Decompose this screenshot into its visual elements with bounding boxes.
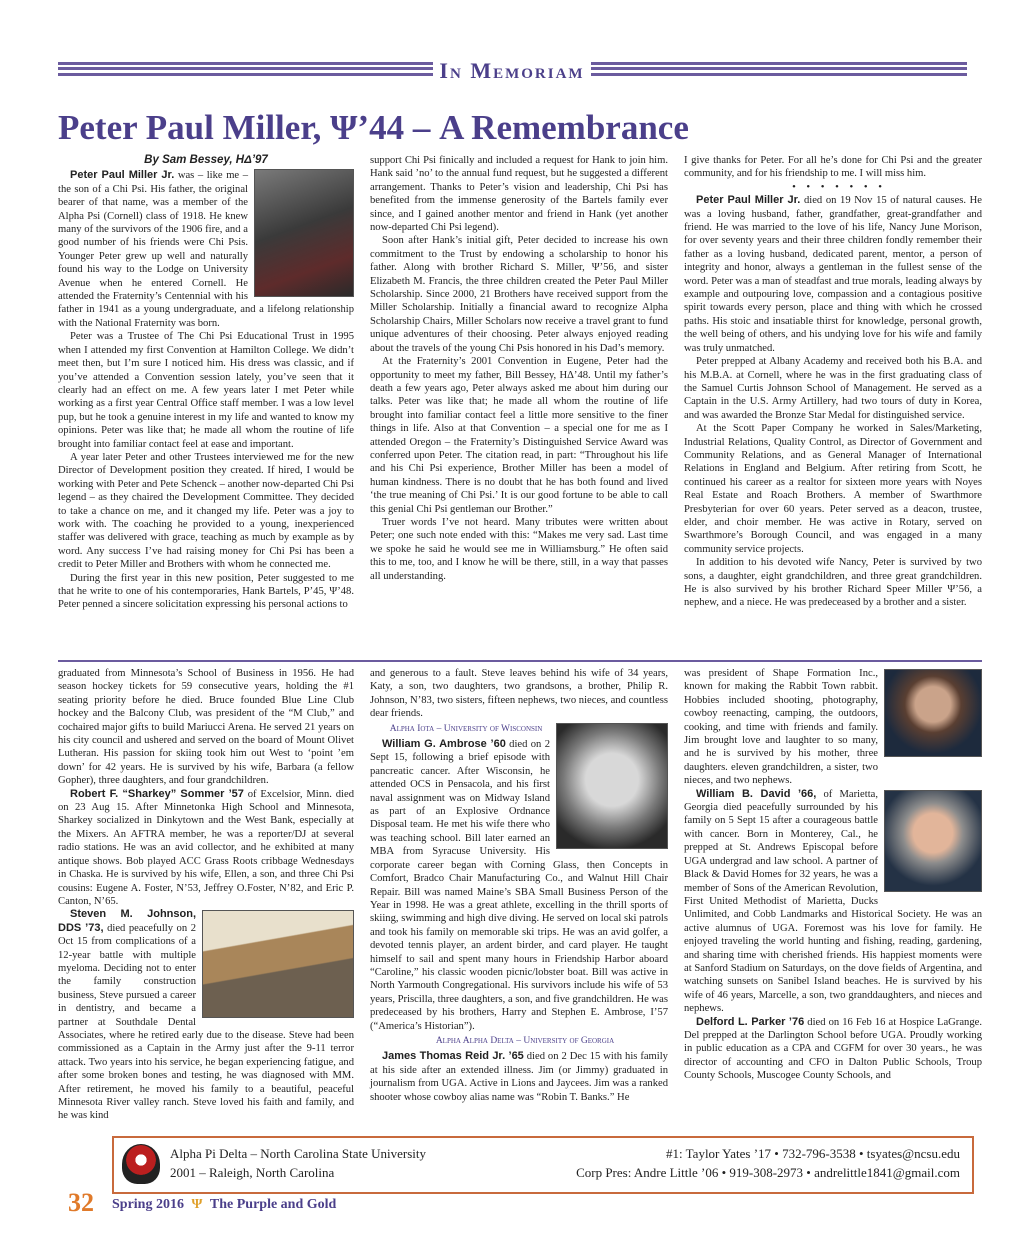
article-col1-paragraph <box>58 330 354 451</box>
obit-column-2 <box>370 667 668 1127</box>
chapter-name: Alpha Pi Delta – North Carolina State University <box>170 1146 426 1161</box>
paragraph-text: and generous to a fault. Steve leaves behind his wife of 34 years, Katy, a son, two daughters, two grandsons, a brother, Philip R. Johnson, N’83, two sisters, fifteen nephews, two nieces, and countless dear friends. <box>370 668 668 720</box>
obituary-name: William G. Ambrose ’60 <box>382 738 506 751</box>
article-col3-paragraph <box>684 422 982 556</box>
issue-line <box>112 1197 336 1213</box>
psi-icon: Ψ <box>191 1197 203 1212</box>
article-col3-paragraph <box>684 556 982 610</box>
paragraph-text: support Chi Psi finically and included a request for Hank to join him. Hank said ’no’ to the annual fund request, but he suggested a different arrangement. Thanks to Peter’s vision and leadership, Chi Psi has benefited from the immense generosity of the Bartels family ever since, and I gained another mentor and friend in Hank (yet another now-departed Chi Psi legend). <box>370 155 668 234</box>
paragraph-text: died on 19 Nov 15 of natural causes. He was a loving husband, father, grandfather, great-grandfather and friend. He was married to the love of his life, Nancy June Morison, for over seventy years and their three children fondly remember their father as a loving husband, dedicated parent, mentor, a person of integrity and honor, always a gentleman in the fullest sense of the word. Peter was a man of steadfast and true morals, leading always by example and outpouring love, compassion and a contagious positive spirit towards every person, place and thing with which he crossed paths. His stoic and insatiable thirst for knowledge, personal growth, the well being of others, and his undying love for his wife and family was truly unmatched. <box>684 195 982 354</box>
lower-col1-paragraph <box>58 788 354 909</box>
headline: Peter Paul Miller, Ψ’44 – A Remembrance <box>58 108 689 147</box>
article-col1-paragraph <box>58 451 354 572</box>
publication-name: The Purple and Gold <box>209 1197 337 1212</box>
lower-col1-paragraph <box>58 667 354 788</box>
byline: By Sam Bessey, HΔ’97 <box>144 154 268 166</box>
photo-william-david <box>884 790 982 892</box>
article-col2-paragraph <box>370 154 668 234</box>
obituary-name: Steven M. Johnson, DDS ’73, <box>58 908 196 934</box>
paragraph-text: During the first year in this new position, Peter suggested to me that he write to one of his contemporaries, Hank Bartels, P’45, Ψ’48. Peter penned a sincere solicitation expressing his personal actions to <box>58 572 354 611</box>
article-col3-paragraph <box>684 355 982 422</box>
paragraph-text: In addition to his devoted wife Nancy, Peter is survived by two sons, a daughter, eight grandchildren, and three great grandchildren. He is also survived by his brother Richard Speer Miller Ψ’56, a nephew, and a niece. He was predeceased by a brother and a sister. <box>684 557 982 609</box>
paragraph-text: died on 16 Feb 16 at Hospice LaGrange. Del prepped at the Darlington School before UGA. Proudly working in public education as a CPA and CGFM for over 30 years., he was director of accounting and CFO in Dalton Public Schools, Troup County Schools, Muscogee County Schools, and <box>684 1016 982 1082</box>
paragraph-text: was – like me – the son of a Chi Psi. His father, the original bearer of that name, was a member of the Alpha Psi (Cornell) class of 1918. He knew many of the survivors of the 1906 fire, and a good number of his friends were Chi Psis. Younger Peter grew up well and naturally found his way to the Lodge on University Avenue when he entered Cornell. He attended the Fraternity’s Centennial with his father in 1941 as a young undergraduate, and a lifelong relationship with the National Fraternity was born. <box>58 170 354 329</box>
issue-date: Spring 2016 <box>112 1197 184 1212</box>
paragraph-text: died peacefully on 2 Oct 15 from complications of a 12-year battle with multiple myeloma. Deciding not to enter the family construction business, Steve pursued a career in dentistry, and became a partner at Southdale Dental Associates, where he retired early due to the disease. Steve had been commissioned as a Captain in the Army just after the 9-11 terror attack. Two years into his service, he began experiencing fatigue, and after some broken bones and testing, he was diagnosed with MM. After retirement, he moved his family to a beautiful, peaceful Minnesota River valley ranch. Steve loved his faith and family, and he was kind <box>58 922 354 1122</box>
separator-dots: • • • • • • • <box>792 181 886 193</box>
paragraph-text: Peter was a Trustee of The Chi Psi Educational Trust in 1995 when I attended my first Convention at Hamilton College. We didn’t meet then, but I’m sure I noticed him. His dress was classic, and if you’ve attended a Convention session lately, you’ve seen that it clearly had an effect on me. A few years later I met Peter while working as a first year Central Office staff member. I was a low level pup, but he took a genuine interest in my life and wanted to know my opinions. Peter was like that; he made all whom the routine of life brought into familiar contact feel at ease and important. <box>58 331 354 450</box>
article-column-2 <box>370 154 668 650</box>
chapter-founded: 2001 – Raleigh, North Carolina <box>170 1165 335 1180</box>
contact-corp-president: Corp Pres: Andre Little ’06 • 919-308-2973 • andrelittle1841@gmail.com <box>576 1165 960 1180</box>
article-column-3 <box>684 154 982 650</box>
photo-peter-miller <box>254 169 354 297</box>
article-col2-paragraph <box>370 234 668 355</box>
paragraph-text: At the Fraternity’s 2001 Convention in Eugene, Peter had the opportunity to meet my father, Bill Bessey, HΔ’48. Until my father’s death a few years ago, Peter always asked me about him during our talks. Peter was like that; he made all whom the routine of life brought into familiar contact feel a little more sensitive to the finer things in life. Also at that Convention – a special one for me as I attended Oregon – the Fraternity’s Distinguished Service Award was conferred upon Peter. The citation read, in part: “Throughout his life and his Chi Psi experience, Brother Miller has been a model of human kindness. There is no doubt that he has both found and lived ‘the true meaning of Chi Psi.’ It is our good fortune to be able to call this genial Chi Psi gentleman our Brother.” <box>370 356 668 515</box>
photo-steven-johnson <box>202 910 354 1018</box>
obituary-name: Peter Paul Miller Jr. <box>70 169 175 182</box>
section-title: In Memoriam <box>0 58 1024 84</box>
obituary-name: James Thomas Reid Jr. ’65 <box>382 1050 524 1063</box>
paragraph-text: of Excelsior, Minn. died on 23 Aug 15. After Minnetonka High School and Minnesota, Sharkey socialized in Dinkytown and the West Bank, especially at the Mixers. An AFTRA member, he was a reporter/DJ at several radio stations. He was an avid collector, and he exhibited at many antique shows. Bob played ACC Grass Roots cribbage Wednesdays in Chaska. He is survived by his wife, Ellen, a son, and three Chi Psi cousins: Eugene A. Foster, N’53, Jeffrey O.Foster, N’82, and Eric P. Canton, N’65. <box>58 788 354 907</box>
paragraph-text: died on 2 Sept 15, following a brief episode with pancreatic cancer. After Wisconsin, he attended OCS in Pensacola, and his first naval assignment was on Midway Island as part of an Explosive Ordnance Disposal team. He met his wife there who was teaching school. Bill later earned an MBA from Syracuse University. His corporate career began with Corning Glass, then Concepts in Comfort, Bradco Chair Manufacturing Co., and Walnut Hill Chair Repair. Bill was named Maine’s SBA Small Business Person of the Year in 1998. He was a great athlete, excelling in the thrill sports of skiing, swimming and high dive diving. He served on local ski patrols and took his family on memorable ski trips. He was an avid golfer, a devoted tennis player, an ardent birder, and card player. He taught himself to sail and spent many hours in Friendship Harbor aboard “Caroline,” his classic wooden picnic/lobster boat. Bill was active in North Yarmouth Congregational. His survivors include his wife of 53 years, Priscilla, three daughters, a son, and five grandchildren. He was predeceased by his brothers, Harry and Stephen E. Ambrose, I’57 (“America’s Historian”). <box>370 739 668 1032</box>
paragraph-text: died on 2 Dec 15 with his family at his side after an extended illness. Jim (or Jimmy) graduated in journalism from UGA. Active in Lions and Jaycees. Jim was a ranked shooter whose cowboy alias name was “Robin T. Banks.” He <box>370 1051 668 1103</box>
wolf-mascot-icon <box>122 1144 160 1184</box>
photo-william-ambrose <box>556 723 668 849</box>
paragraph-text: graduated from Minnesota’s School of Business in 1956. He had season hockey tickets for 59 consecutive years, holding the #1 seating priority before he died. Bruce founded Blue Line Club hockey and the Balcony Club, was president of the “M Club,” and cochaired major gifts to build Mariucci Arena. He served 21 years on his city council and ushered and served on the board of Mount Olivet Lutheran. His passion for skiing took him out West to ‘point ’em down’ for 42 years. He is survived by his wife, Barbara (a fellow Gopher), three daughters, and four grandchildren. <box>58 668 354 787</box>
paragraph-text: Soon after Hank’s initial gift, Peter decided to increase his own commitment to the Trust by endowing a scholarship to honor his father. Along with brother Richard S. Miller, Ψ’56, and sister Elizabeth M. Francis, the three children created the Peter Paul Miller Scholarship. Since 2000, 21 Brothers have received support from the Miller Scholarship. Initially a financial award to recognize Alpha Scholarship Chairs, Miller Scholars now receive a travel grant to fund unique adventures of their choosing. Peter always enjoyed reading about the travels of the young Chi Psis honored in his Dad’s memory. <box>370 235 668 354</box>
contact-president: #1: Taylor Yates ’17 • 732-796-3538 • tsyates@ncsu.edu <box>666 1146 960 1161</box>
section-divider <box>58 660 982 662</box>
obituary-name: William B. David ’66, <box>696 787 817 800</box>
page-number: 32 <box>68 1188 94 1217</box>
lower-col2-paragraph <box>370 667 668 721</box>
chapter-heading: Alpha Alpha Delta – University of Georgia <box>435 1035 615 1046</box>
chapter-contact-box <box>112 1136 974 1194</box>
article-col3-paragraph <box>684 154 982 181</box>
obit-column-3 <box>684 667 982 1127</box>
lower-col3-paragraph <box>684 1016 982 1083</box>
article-col2-paragraph <box>370 516 668 583</box>
paragraph-text: Truer words I’ve not heard. Many tributes were written about Peter; one such note ended with this: “Makes me very sad. Last time we spoke he said he would see me in Williamsburg.” He often said this to me, too, and I know he will be there, still, in a way that passes all understanding. <box>370 516 668 582</box>
paragraph-text: A year later Peter and other Trustees interviewed me for the new Director of Development position they created. If hired, I would be working with Peter and Pete Schenck – another now-departed Chi Psi legend – as they chaired the Development Committee. They decided to take a chance on me, and it changed my life. Peter was a joy to work with. The coaching he provided to a young, inexperienced staffer was delivered with grace, teaching as much by example as by word. Any success I’ve had raising money for Chi Psi has been a credit to Peter Miller and Brothers with whom he connected me. <box>58 451 354 571</box>
obituary-name: Peter Paul Miller Jr. <box>696 194 801 207</box>
article-col2-paragraph <box>370 355 668 516</box>
lower-col2-paragraph <box>370 1050 668 1104</box>
photo-jim-reid <box>884 669 982 757</box>
article-column-1 <box>58 154 354 650</box>
paragraph-text: Peter prepped at Albany Academy and received both his B.A. and his M.B.A. at Cornell, where he was in the first graduating class of the Samuel Curtis Johnson School of Management. He served as a Captain in the U.S. Army Artillery, had two tours of duty in Korea, and was awarded the Bronze Star Medal for distinguished service. <box>684 356 982 421</box>
article-col3-paragraph <box>684 194 982 355</box>
paragraph-text: I give thanks for Peter. For all he’s done for Chi Psi and the greater community, and for his friendship to me. I will miss him. <box>684 155 982 180</box>
paragraph-text: was president of Shape Formation Inc., known for making the Rabbit Town rabbit. Hobbies included shooting, photography, cowboy reenacting, camping, the outdoors, cooking, and time with friends and family. Jim brought love and laughter to so many, and he is survived by his mother, three daughters. eleven grandchildren, a sister, two nieces, and two nephews. <box>684 668 878 787</box>
paragraph-text: of Marietta, Georgia died peacefully surrounded by his family on 5 Sept 15 after a courageous battle with cancer. Born in Monterey, Cal., he prepped at St. Andrews Episcopal before UGA undergrad and law school. A partner of Black & David Homes for 32 years, he was a member of Sons of the American Revolution, First United Methodist of Marietta, Ducks Unlimited, and Cobb Landmarks and Historical Society. He was an active alumnus of UGA. Foremost was his love for family. He enjoyed traveling the world hunting and fishing, reading, gardening, and sharing time with cherished friends. His happiest moments were at Sanford Stadium on Saturdays, on the dove fields of Argentina, and watching sunsets on Sanibel Island beaches. He is survived by his wife of 46 years, Marcelle, a son, two granddaughters, and nieces and nephews. <box>684 788 982 1015</box>
article-col1-paragraph <box>58 572 354 612</box>
chapter-heading: Alpha Iota – University of Wisconsin <box>389 723 543 734</box>
obituary-name: Robert F. “Sharkey” Sommer ’57 <box>70 787 244 800</box>
paragraph-text: At the Scott Paper Company he worked in Sales/Marketing, Industrial Relations, Quality Control, as Director of Government and Community Relations, and as General Manager of International Relations in England and Belgium. After retiring from Scott, he continued his career as a realtor for sixteen more years with Noyes Real Estate and Roach Brothers. A member of Swarthmore Presbyterian for over 60 years. Peter served as a deacon, trustee, elder, and choir member. He was active in Rotary, served on Swarthmore’s Borough Council, and was engaged in a many community service projects. <box>684 423 982 555</box>
obit-column-1 <box>58 667 354 1127</box>
obituary-name: Delford L. Parker ’76 <box>696 1015 805 1028</box>
